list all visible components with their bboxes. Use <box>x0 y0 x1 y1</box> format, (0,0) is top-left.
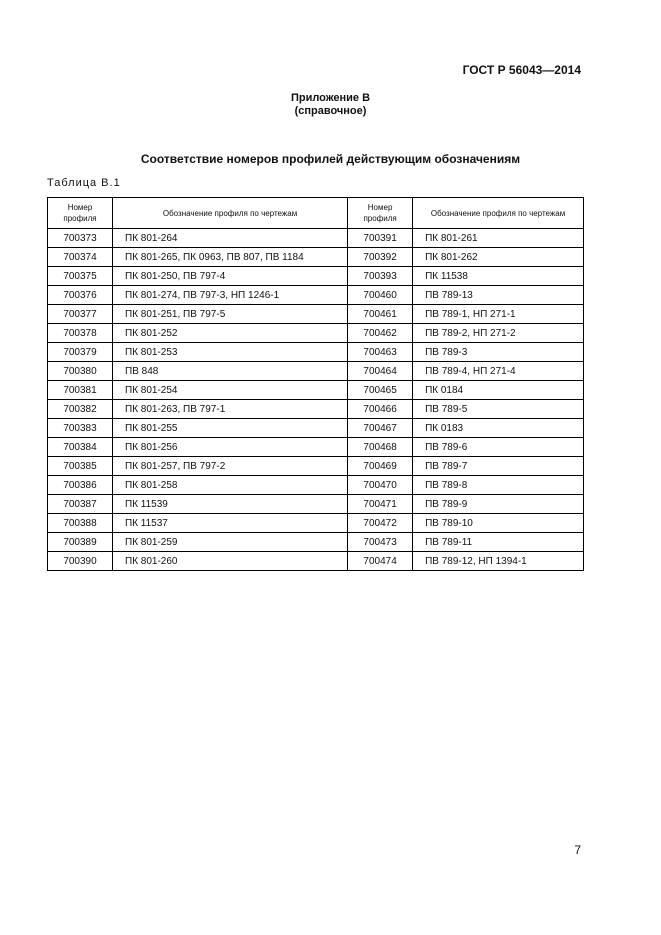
page-number: 7 <box>574 843 581 857</box>
profile-designation-cell: ПК 801-250, ПВ 797-4 <box>113 267 348 286</box>
table-row <box>48 476 584 495</box>
profile-number-cell: 700376 <box>48 286 113 305</box>
profile-number-cell: 700468 <box>348 438 413 457</box>
profile-number-cell: 700387 <box>48 495 113 514</box>
profile-designation-cell: ПК 801-259 <box>113 533 348 552</box>
profile-designation-cell: ПК 801-256 <box>113 438 348 457</box>
profile-number-cell: 700461 <box>348 305 413 324</box>
profile-designation-cell: ПВ 789-6 <box>413 438 584 457</box>
profile-number-cell: 700393 <box>348 267 413 286</box>
profile-designation-cell: ПК 801-260 <box>113 552 348 571</box>
profile-designation-cell: ПК 801-263, ПВ 797-1 <box>113 400 348 419</box>
profile-designation-cell: ПВ 789-8 <box>413 476 584 495</box>
profile-designation-cell: ПК 11539 <box>113 495 348 514</box>
appendix-heading <box>0 92 661 118</box>
profile-number-cell: 700382 <box>48 400 113 419</box>
document-code: ГОСТ Р 56043—2014 <box>462 63 581 77</box>
profiles-table <box>47 197 584 571</box>
table-row <box>48 457 584 476</box>
table-label: Таблица В.1 <box>47 177 121 189</box>
profile-number-cell: 700373 <box>48 229 113 248</box>
column-header-designation-2: Обозначение профиля по чертежам <box>413 198 584 229</box>
profile-number-cell: 700378 <box>48 324 113 343</box>
profile-number-cell: 700464 <box>348 362 413 381</box>
profile-designation-cell: ПВ 789-11 <box>413 533 584 552</box>
table-row <box>48 362 584 381</box>
column-header-designation-1: Обозначение профиля по чертежам <box>113 198 348 229</box>
profile-designation-cell: ПВ 789-5 <box>413 400 584 419</box>
profile-number-cell: 700379 <box>48 343 113 362</box>
profile-designation-cell: ПВ 789-2, НП 271-2 <box>413 324 584 343</box>
profile-number-cell: 700386 <box>48 476 113 495</box>
table-row <box>48 248 584 267</box>
profile-designation-cell: ПК 801-264 <box>113 229 348 248</box>
profile-number-cell: 700390 <box>48 552 113 571</box>
table-row <box>48 400 584 419</box>
profile-designation-cell: ПВ 789-9 <box>413 495 584 514</box>
table-row <box>48 533 584 552</box>
profile-number-cell: 700383 <box>48 419 113 438</box>
profile-number-cell: 700463 <box>348 343 413 362</box>
table-row <box>48 514 584 533</box>
table-body <box>48 229 584 571</box>
profile-designation-cell: ПВ 789-7 <box>413 457 584 476</box>
profile-designation-cell: ПК 801-251, ПВ 797-5 <box>113 305 348 324</box>
profile-number-cell: 700391 <box>348 229 413 248</box>
column-header-number-1: Номер профиля <box>48 198 113 229</box>
profile-designation-cell: ПК 801-257, ПВ 797-2 <box>113 457 348 476</box>
table-row <box>48 305 584 324</box>
profile-designation-cell: ПВ 789-1, НП 271-1 <box>413 305 584 324</box>
profile-designation-cell: ПК 0183 <box>413 419 584 438</box>
profile-designation-cell: ПК 801-265, ПК 0963, ПВ 807, ПВ 1184 <box>113 248 348 267</box>
profile-number-cell: 700466 <box>348 400 413 419</box>
profile-number-cell: 700388 <box>48 514 113 533</box>
table-row <box>48 267 584 286</box>
profile-number-cell: 700392 <box>348 248 413 267</box>
table-row <box>48 286 584 305</box>
profile-designation-cell: ПВ 789-3 <box>413 343 584 362</box>
profile-number-cell: 700467 <box>348 419 413 438</box>
table-row <box>48 495 584 514</box>
appendix-title: Приложение В <box>290 92 371 104</box>
table-title: Соответствие номеров профилей действующим обозначениям <box>140 152 521 166</box>
profile-designation-cell: ПК 801-253 <box>113 343 348 362</box>
profile-designation-cell: ПК 801-261 <box>413 229 584 248</box>
table-header-row <box>48 198 584 229</box>
profile-number-cell: 700377 <box>48 305 113 324</box>
profile-designation-cell: ПК 801-274, ПВ 797-3, НП 1246-1 <box>113 286 348 305</box>
profile-designation-cell: ПВ 789-12, НП 1394-1 <box>413 552 584 571</box>
profile-number-cell: 700374 <box>48 248 113 267</box>
profile-designation-cell: ПК 801-254 <box>113 381 348 400</box>
profile-number-cell: 700474 <box>348 552 413 571</box>
table-row <box>48 438 584 457</box>
profile-designation-cell: ПВ 789-13 <box>413 286 584 305</box>
profile-designation-cell: ПК 11538 <box>413 267 584 286</box>
profile-number-cell: 700384 <box>48 438 113 457</box>
profile-number-cell: 700472 <box>348 514 413 533</box>
profile-designation-cell: ПК 11537 <box>113 514 348 533</box>
profile-number-cell: 700460 <box>348 286 413 305</box>
profile-designation-cell: ПК 801-255 <box>113 419 348 438</box>
profile-number-cell: 700381 <box>48 381 113 400</box>
profile-number-cell: 700465 <box>348 381 413 400</box>
profile-number-cell: 700385 <box>48 457 113 476</box>
profile-designation-cell: ПК 801-258 <box>113 476 348 495</box>
profile-designation-cell: ПВ 789-4, НП 271-4 <box>413 362 584 381</box>
profile-designation-cell: ПВ 848 <box>113 362 348 381</box>
table-row <box>48 343 584 362</box>
profile-number-cell: 700471 <box>348 495 413 514</box>
appendix-subtitle: (справочное) <box>294 105 367 117</box>
profile-number-cell: 700470 <box>348 476 413 495</box>
table-row <box>48 324 584 343</box>
column-header-number-2: Номер профиля <box>348 198 413 229</box>
profile-number-cell: 700462 <box>348 324 413 343</box>
profile-number-cell: 700473 <box>348 533 413 552</box>
profile-designation-cell: ПК 0184 <box>413 381 584 400</box>
profile-designation-cell: ПК 801-252 <box>113 324 348 343</box>
profile-number-cell: 700375 <box>48 267 113 286</box>
table-row <box>48 419 584 438</box>
table-row <box>48 229 584 248</box>
profile-designation-cell: ПК 801-262 <box>413 248 584 267</box>
profile-number-cell: 700389 <box>48 533 113 552</box>
profile-number-cell: 700380 <box>48 362 113 381</box>
profile-designation-cell: ПВ 789-10 <box>413 514 584 533</box>
table-row <box>48 381 584 400</box>
table-row <box>48 552 584 571</box>
profile-number-cell: 700469 <box>348 457 413 476</box>
